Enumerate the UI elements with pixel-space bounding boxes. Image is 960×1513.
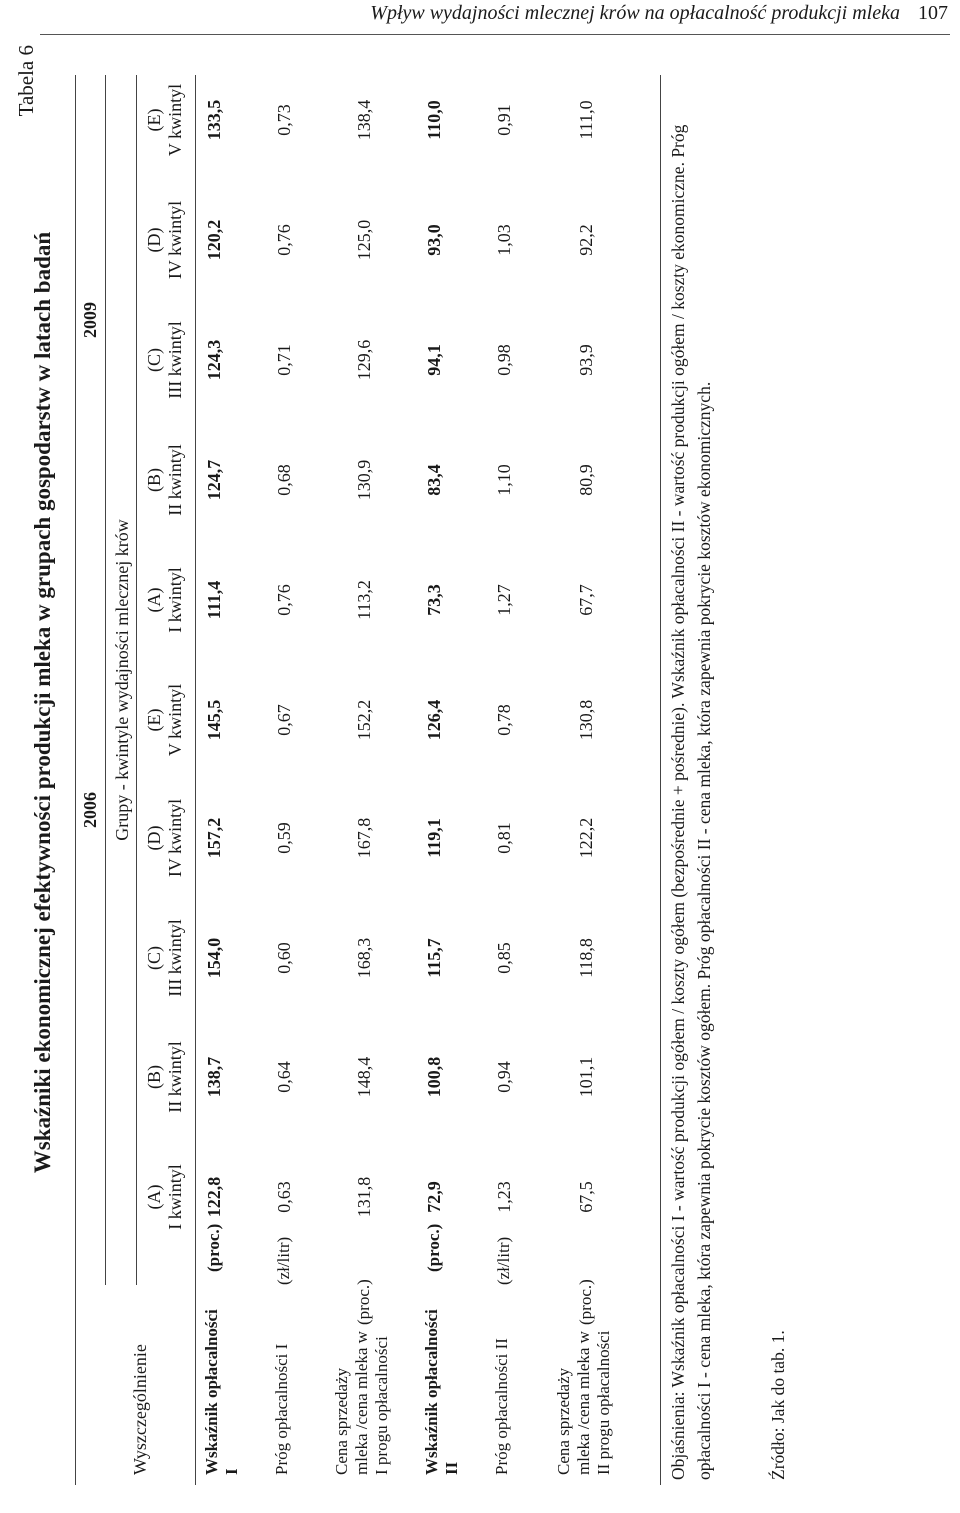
table-cell: 124,3	[204, 339, 224, 381]
table-cell: 1,10	[494, 464, 514, 496]
column-header	[144, 180, 186, 300]
table-cell: 0,71	[274, 344, 294, 376]
column-header	[144, 898, 186, 1018]
column-code: (B)	[144, 1065, 164, 1089]
table-cell: 122,8	[204, 1176, 224, 1218]
column-label: I kwintyl	[165, 1164, 185, 1230]
table-cell: 67,5	[576, 1181, 596, 1213]
table-cell: 100,8	[424, 1056, 444, 1098]
table-cell: 0,85	[494, 942, 514, 974]
running-header	[40, 0, 950, 35]
column-header	[144, 540, 186, 660]
column-label: III kwintyl	[165, 919, 185, 997]
table-cell: 0,91	[494, 104, 514, 136]
stub-header: Wyszczególnienie	[130, 1344, 150, 1475]
group-rule	[136, 75, 137, 1285]
row-unit: (proc.)	[354, 1279, 373, 1325]
table-cell: 72,9	[424, 1181, 444, 1213]
row-label: Próg opłacalności II	[492, 1338, 511, 1475]
table-cell: 83,4	[424, 464, 444, 496]
table-cell: 113,2	[354, 580, 374, 620]
column-header	[144, 1017, 186, 1137]
table-cell: 138,4	[354, 99, 374, 141]
year-rule	[105, 75, 106, 1285]
column-label: II kwintyl	[165, 444, 185, 516]
table-cell: 0,63	[274, 1181, 294, 1213]
column-header	[144, 778, 186, 898]
table-cell: 122,2	[576, 817, 596, 859]
table-cell: 0,76	[274, 224, 294, 256]
column-code: (E)	[144, 108, 164, 132]
row-unit: (proc.)	[204, 1223, 223, 1272]
table-cell: 125,0	[354, 219, 374, 261]
table-cell: 126,4	[424, 699, 444, 741]
table-cell: 80,9	[576, 464, 596, 496]
table-cell: 154,0	[204, 937, 224, 979]
table-cell: 0,98	[494, 344, 514, 376]
row-label: Wskaźnik opłacalności I	[202, 1309, 241, 1475]
table-cell: 115,7	[424, 938, 444, 978]
column-code: (D)	[144, 227, 164, 253]
table-cell: 0,81	[494, 822, 514, 854]
table-cell: 138,7	[204, 1056, 224, 1098]
table-cell: 111,0	[576, 100, 596, 140]
table-cell: 119,1	[424, 818, 444, 858]
table-cell: 101,1	[576, 1056, 596, 1098]
year-2006: 2006	[80, 792, 100, 828]
table-cell: 130,9	[354, 459, 374, 501]
row-label: Cena sprzedaży mleka /cena mleka w II progu opłacalności	[554, 1330, 613, 1475]
table-cell: 130,8	[576, 699, 596, 741]
table-cell: 133,5	[204, 99, 224, 141]
header-bottom-rule	[195, 75, 196, 1485]
column-header	[144, 660, 186, 780]
column-code: (B)	[144, 468, 164, 492]
table-cell: 0,64	[274, 1061, 294, 1093]
table-cell: 93,0	[424, 224, 444, 256]
column-label: IV kwintyl	[165, 200, 185, 280]
column-code: (C)	[144, 348, 164, 372]
table-cell: 157,2	[204, 817, 224, 859]
table-cell: 73,3	[424, 584, 444, 616]
row-unit: (zł/litr)	[274, 1236, 293, 1285]
column-header	[144, 420, 186, 540]
page-number: 107	[918, 2, 948, 24]
table-cell: 110,0	[424, 100, 444, 140]
table-cell: 131,8	[354, 1176, 374, 1218]
table-cell: 67,7	[576, 584, 596, 616]
running-title: Wpływ wydajności mlecznej krów na opłacalność produkcji mleka	[370, 2, 900, 24]
table-cell: 124,7	[204, 459, 224, 501]
table-cell: 1,23	[494, 1181, 514, 1213]
table-bottom-rule	[660, 75, 661, 1485]
table-cell: 0,78	[494, 704, 514, 736]
column-label: IV kwintyl	[165, 798, 185, 878]
column-code: (A)	[144, 1184, 164, 1210]
column-label: III kwintyl	[165, 321, 185, 399]
table-source: Źródło: Jak do tab. 1.	[768, 1330, 788, 1480]
column-label: I kwintyl	[165, 567, 185, 633]
table-cell: 0,68	[274, 464, 294, 496]
row-label: Próg opłacalności I	[272, 1343, 291, 1475]
column-label: V kwintyl	[165, 683, 185, 757]
column-label: V kwintyl	[165, 83, 185, 157]
column-label: II kwintyl	[165, 1041, 185, 1113]
table-cell: 120,2	[204, 219, 224, 261]
table-notes: Objaśnienia: Wskaźnik opłacalności I - wartość produkcji ogółem / koszty ogółem (bezpośrednie + pośrednie). Wskaźnik opłacalności II - wartość produkcji ogółem / koszty ekonomiczne. Próg opłacalności I - cena mleka, która zapewnia pokrycie kosztów ogółem. Próg opłacalności II - cena mleka, która zapewnia pokrycie kosztów ekonomicznych.	[668, 124, 714, 1480]
column-code: (D)	[144, 825, 164, 851]
table-cell: 145,5	[204, 699, 224, 741]
table-cell: 129,6	[354, 339, 374, 381]
table-cell: 148,4	[354, 1056, 374, 1098]
table-cell: 0,67	[274, 704, 294, 736]
table-caption: Wskaźniki ekonomicznej efektywności produkcji mleka w grupach gospodarstw w latach badań	[30, 231, 55, 1174]
column-header	[144, 300, 186, 420]
column-header	[144, 1137, 186, 1257]
column-code: (E)	[144, 708, 164, 732]
column-code: (C)	[144, 946, 164, 970]
row-label: Cena sprzedaży mleka /cena mleka w I progu opłacalności	[332, 1331, 391, 1475]
row-unit: (proc.)	[424, 1223, 443, 1272]
group-header: Grupy - kwintyle wydajności mlecznej krów	[112, 519, 132, 841]
table-cell: 168,3	[354, 937, 374, 979]
table-cell: 152,2	[354, 699, 374, 741]
table-top-rule	[75, 75, 76, 1485]
table-cell: 94,1	[424, 344, 444, 376]
table-cell: 0,60	[274, 942, 294, 974]
table-cell: 0,76	[274, 584, 294, 616]
rotated-table-page	[10, 45, 940, 1510]
row-label: Wskaźnik opłacalności II	[422, 1309, 461, 1475]
table-cell: 92,2	[576, 224, 596, 256]
table-cell: 1,27	[494, 584, 514, 616]
table-cell: 0,94	[494, 1061, 514, 1093]
row-unit: (proc.)	[576, 1279, 595, 1325]
year-2009: 2009	[80, 302, 100, 338]
table-cell: 0,73	[274, 104, 294, 136]
column-header	[144, 60, 186, 180]
row-unit: (zł/litr)	[494, 1236, 513, 1285]
table-cell: 93,9	[576, 344, 596, 376]
table-cell: 111,4	[204, 580, 224, 620]
column-code: (A)	[144, 587, 164, 613]
table-label: Tabela 6	[14, 45, 38, 117]
table-cell: 167,8	[354, 817, 374, 859]
table-cell: 1,03	[494, 224, 514, 256]
table-cell: 118,8	[576, 938, 596, 978]
table-cell: 0,59	[274, 822, 294, 854]
